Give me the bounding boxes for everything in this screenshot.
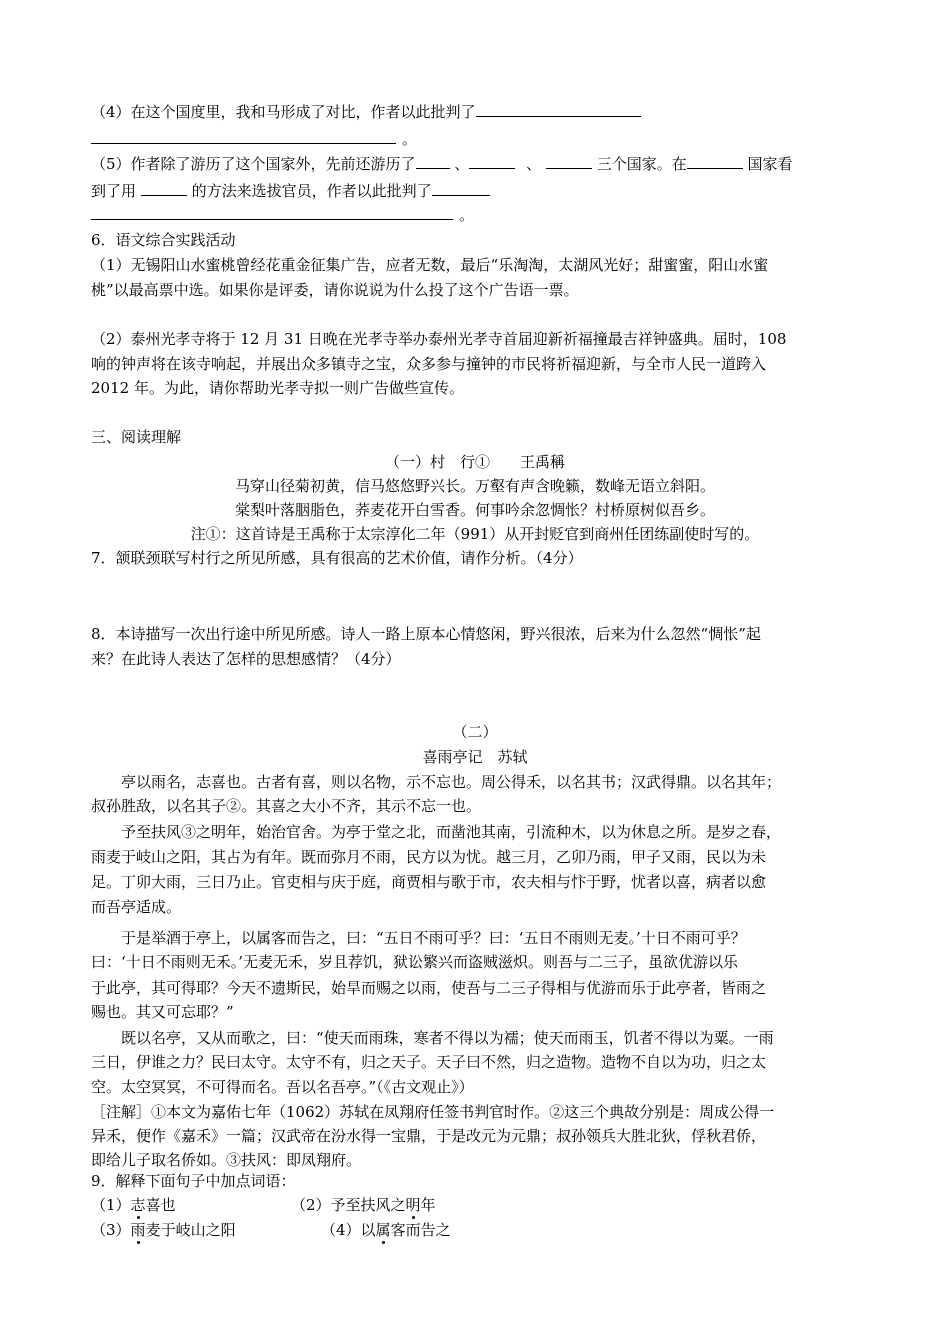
essay-line: 既以名亭，又从而歌之，曰：“使天而雨珠，寒者不得以为襦；使天而雨玉，饥者不得以为粟。一雨 <box>91 1029 774 1047</box>
q5-text: 的方法来选拔官员，作者以此批判了 <box>191 182 432 200</box>
essay-line: 曰：‘十日不雨则无禾。’无麦无禾，岁且荐饥，狱讼繁兴而盗贼滋炽。则吾与二三子，虽欲优游以乐 <box>91 953 739 971</box>
q5-text: 国家看 <box>747 155 793 173</box>
q5-text: 三个国家。在 <box>596 155 687 173</box>
emphasis-dot-word: 明 <box>405 1196 421 1214</box>
part-2-number: （二） <box>452 723 498 741</box>
poem-line: 棠梨叶落胭脂色，荞麦花开白雪香。何事吟余忽惆怅？村桥原树似吾乡。 <box>234 501 715 519</box>
q9-item-2: （2）予至扶风之明年 <box>291 1196 436 1214</box>
answer-blank[interactable] <box>432 181 490 196</box>
q6-2-line-2: 响的钟声将在该寺响起，并展出众多镇寺之宝，众多参与撞钟的市民将祈福迎新，与全市人民一道跨入 <box>91 355 767 373</box>
q5-line-1 <box>91 153 880 175</box>
answer-blank[interactable] <box>416 154 450 169</box>
poem-note: 注①：这首诗是王禹称于太宗淳化二年（991）从开封贬官到商州任团练副使时写的。 <box>190 525 760 543</box>
q4-line-2 <box>91 128 880 150</box>
section-3-title: 三、阅读理解 <box>91 428 182 446</box>
q5-end: 。 <box>459 206 475 224</box>
emphasis-dot-word: 雨 <box>130 1221 146 1239</box>
essay-annotation-line: 即给儿子取名侨如。③扶风：即凤翔府。 <box>91 1151 362 1169</box>
q5-text: 到了用 <box>91 182 137 200</box>
poem-title: （一）村 行① 王禹稱 <box>384 453 565 471</box>
answer-blank[interactable] <box>91 129 396 144</box>
q5-line-2 <box>91 180 880 202</box>
answer-blank[interactable] <box>546 154 592 169</box>
q6-1-line-2: 桃”以最高票中选。如果你是评委，请你说说为什么投了这个广告语一票。 <box>91 281 579 299</box>
essay-line: 于此亭，其可得耶？今天不遗斯民，始旱而赐之以雨，使吾与二三子得相与优游而乐于此亭者，皆雨之 <box>91 979 767 997</box>
essay-line: 空。太空冥冥，不可得而名。吾以名吾亭。”（《古文观止》） <box>91 1078 474 1096</box>
q4-end: 。 <box>402 130 418 148</box>
essay-annotation-line: 异禾，便作《嘉禾》一篇；汉武帝在汾水得一宝鼎，于是改元为元鼎；叔孙领兵大胜北狄，俘秋君侨， <box>91 1127 767 1145</box>
emphasis-dot-word: 志 <box>130 1196 146 1214</box>
q6-2-line-1: （2）泰州光孝寺将于 12 月 31 日晚在光孝寺举办泰州光孝寺首届迎新祈福撞最吉祥钟盛典。届时，108 <box>91 330 787 348</box>
essay-line: 于是举酒于亭上，以属客而告之，曰：“五日不雨可乎？曰：‘五日不雨则无麦。’十日不雨可乎？ <box>91 929 746 947</box>
poem-line: 马穿山径菊初黄，信马悠悠野兴长。万壑有声含晚籁，数峰无语立斜阳。 <box>234 477 715 495</box>
q9-item-1: （1）志喜也 <box>91 1196 176 1214</box>
essay-line: 而吾亭适成。 <box>91 898 182 916</box>
q9-item-4: （4）以属客而告之 <box>321 1221 451 1239</box>
essay-line: 足。丁卯大雨，三日乃止。官吏相与庆于庭，商贾相与歌于市，农夫相与忭于野，忧者以喜，病者以愈 <box>91 873 767 891</box>
essay-line: 赐也。其又可忘耶？” <box>91 1003 234 1021</box>
q5-line-3 <box>91 204 880 226</box>
emphasis-dot-word: 属 <box>375 1221 391 1239</box>
q8-line-1: 8．本诗描写一次出行途中所见所感。诗人一路上原本心情悠闲，野兴很浓，后来为什么忽然“惆怅”起 <box>91 625 761 643</box>
essay-annotation-line: ［注解］①本文为嘉佑七年（1062）苏轼在凤翔府任签书判官时作。②这三个典故分别是：周成公得一 <box>91 1103 775 1121</box>
answer-blank[interactable] <box>687 154 743 169</box>
q9-title: 9．解释下面句子中加点词语： <box>91 1172 296 1190</box>
answer-blank[interactable] <box>141 181 187 196</box>
q7-text: 7．颔联颈联写村行之所见所感，具有很高的艺术价值，请作分析。（4分） <box>91 549 583 567</box>
essay-line: 叔孙胜敌，以名其子②。其喜之大小不齐，其示不忘一也。 <box>91 797 482 815</box>
essay-line: 予至扶风③之明年，始治官舍。为亭于堂之北，而凿池其南，引流种木，以为休息之所。是岁之春， <box>91 823 782 841</box>
q5-text: （5）作者除了游历了这个国家外，先前还游历了 <box>91 155 416 173</box>
essay-line: 雨麦于岐山之阳，其占为有年。既而弥月不雨，民方以为忧。越三月，乙卯乃雨，甲子又雨，民以为未 <box>91 848 767 866</box>
q9-item-3: （3）雨麦于岐山之阳 <box>91 1221 236 1239</box>
q5-sep: 、 <box>526 155 542 173</box>
q4-line <box>91 101 880 123</box>
q8-line-2: 来？在此诗人表达了怎样的思想感情？（4分） <box>91 650 401 668</box>
q5-sep: 、 <box>454 155 470 173</box>
essay-line: 亭以雨名，志喜也。古者有喜，则以名物，示不忘也。周公得禾，以名其书；汉武得鼎。以名其年； <box>91 773 782 791</box>
q9-items-row-1 <box>91 1194 880 1216</box>
section-6-title: 6．语文综合实践活动 <box>91 231 236 249</box>
answer-blank[interactable] <box>469 154 515 169</box>
q6-2-line-3: 2012 年。为此，请你帮助光孝寺拟一则广告做些宣传。 <box>91 379 464 397</box>
answer-blank[interactable] <box>476 102 641 117</box>
q6-1-line-1: （1）无锡阳山水蜜桃曾经花重金征集广告，应者无数，最后“乐淘淘，太湖风光好；甜蜜蜜，阳山水蜜 <box>91 256 769 274</box>
essay-line: 三日，伊谁之力？民曰太守。太守不有，归之天子。天子曰不然，归之造物。造物不自以为功，归之太 <box>91 1053 767 1071</box>
q9-items-row-2 <box>91 1219 880 1241</box>
essay-title: 喜雨亭记 苏轼 <box>422 748 528 766</box>
answer-blank[interactable] <box>91 205 453 220</box>
q4-text: （4）在这个国度里，我和马形成了对比，作者以此批判了 <box>91 103 476 121</box>
